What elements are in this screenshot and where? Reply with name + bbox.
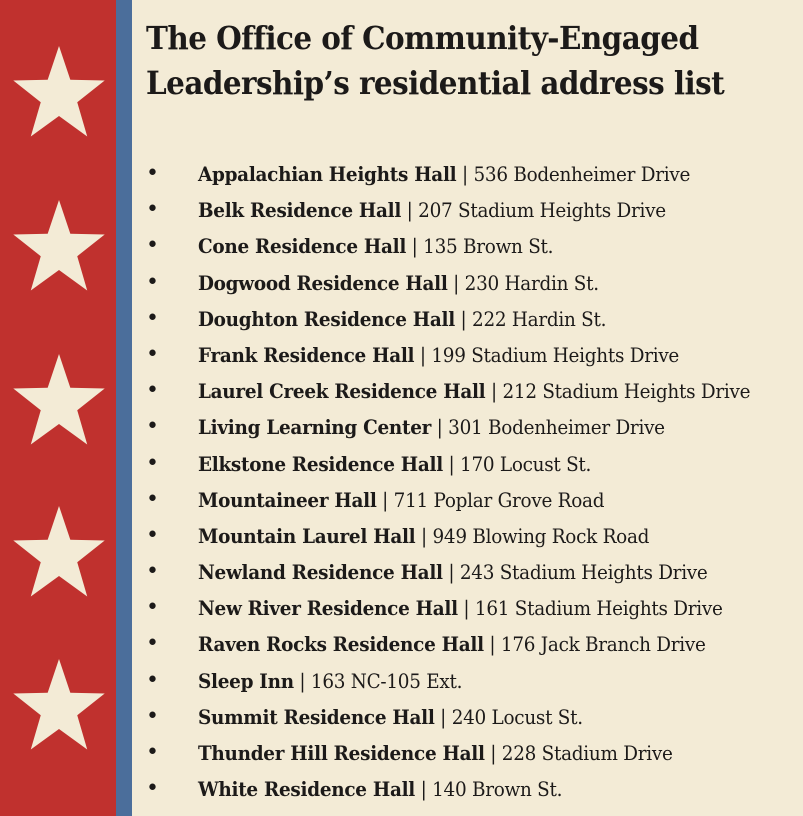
separator: |: [431, 415, 449, 440]
bullet-icon: •: [146, 667, 159, 693]
bullet-icon: •: [146, 450, 159, 476]
bullet-icon: •: [146, 305, 159, 331]
hall-name: Living Learning Center: [198, 415, 432, 440]
hall-address: 536 Bodenheimer Drive: [473, 162, 691, 186]
address-entry: [198, 663, 462, 699]
page-title: The Office of Community-Engaged Leadership’s residential address list: [146, 19, 725, 102]
star-icon: [11, 198, 107, 298]
star-icon: [11, 352, 107, 452]
separator: |: [447, 270, 465, 295]
bullet-icon: •: [146, 233, 159, 259]
bullet-icon: •: [146, 197, 159, 223]
hall-name: Frank Residence Hall: [198, 342, 415, 367]
address-entry: [198, 228, 553, 264]
address-entry: [198, 192, 666, 228]
bullet-icon: •: [146, 740, 159, 765]
hall-address: 207 Stadium Heights Drive: [418, 198, 666, 223]
hall-address: 243 Stadium Heights Drive: [459, 560, 708, 585]
bullet-icon: •: [146, 414, 159, 440]
hall-address: 212 Stadium Heights Drive: [502, 379, 751, 404]
hall-name: Cone Residence Hall: [198, 234, 407, 259]
hall-name: Summit Residence Hall: [198, 704, 435, 729]
hall-name: Sleep Inn: [198, 668, 294, 693]
address-entry: [198, 590, 723, 626]
star-icon: [11, 657, 107, 757]
separator: |: [442, 560, 460, 585]
separator: |: [442, 451, 461, 476]
address-entry: [198, 337, 679, 373]
hall-name: New River Residence Hall: [198, 596, 458, 621]
hall-name: Newland Residence Hall: [198, 560, 443, 585]
hall-name: Laurel Creek Residence Hall: [198, 379, 486, 404]
hall-address: 163 NC-105 Ext.: [310, 668, 463, 693]
separator: |: [414, 342, 432, 367]
hall-address: 176 Jack Branch Drive: [500, 632, 706, 657]
address-entry: [198, 301, 606, 337]
bullet-icon: •: [146, 486, 159, 512]
address-entry: [198, 156, 690, 192]
hall-address: 228 Stadium Drive: [501, 741, 673, 765]
address-entry: [198, 373, 750, 409]
hall-name: Doughton Residence Hall: [198, 306, 455, 331]
bullet-icon: •: [146, 269, 159, 295]
separator: |: [415, 777, 433, 802]
bullet-icon: •: [146, 595, 159, 621]
hall-address: 230 Hardin St.: [464, 270, 599, 295]
hall-name: Dogwood Residence Hall: [198, 270, 448, 295]
separator: |: [434, 704, 452, 729]
hall-address: 301 Bodenheimer Drive: [448, 415, 665, 440]
star-icon: [11, 44, 107, 144]
hall-address: 170 Locust St.: [460, 451, 592, 476]
hall-name: Belk Residence Hall: [198, 198, 402, 223]
address-entry: [198, 771, 562, 807]
hall-address: 222 Hardin St.: [472, 306, 607, 331]
hall-address: 161 Stadium Heights Drive: [474, 596, 723, 621]
hall-address: 140 Brown St.: [432, 777, 563, 802]
star-icon: [11, 504, 107, 604]
hall-name: Raven Rocks Residence Hall: [198, 632, 484, 657]
bullet-icon: •: [146, 703, 159, 729]
address-entry: [198, 446, 591, 482]
hall-address: 135 Brown St.: [423, 234, 554, 259]
hall-name: Appalachian Heights Hall: [198, 162, 457, 186]
separator: |: [485, 379, 503, 404]
separator: |: [401, 198, 419, 223]
bullet-icon: •: [146, 776, 159, 802]
hall-name: Thunder Hill Residence Hall: [198, 741, 485, 765]
bullet-icon: •: [146, 161, 159, 186]
separator: |: [484, 741, 502, 765]
address-entry: [198, 554, 708, 590]
address-entry: [198, 699, 583, 735]
hall-address: 711 Poplar Grove Road: [393, 487, 605, 512]
bullet-icon: •: [146, 378, 159, 404]
separator: |: [293, 668, 311, 693]
address-entry: [198, 482, 604, 518]
bullet-icon: •: [146, 522, 159, 548]
bullet-icon: •: [146, 559, 159, 585]
bullet-icon: •: [146, 631, 159, 657]
bullet-icon: •: [146, 341, 159, 367]
separator: |: [415, 523, 433, 548]
hall-name: White Residence Hall: [198, 777, 416, 802]
hall-name: Mountaineer Hall: [198, 487, 377, 512]
separator: |: [454, 306, 473, 331]
separator: |: [483, 632, 501, 657]
blue-stripe: [116, 0, 132, 816]
address-entry: [198, 265, 599, 301]
separator: |: [406, 234, 424, 259]
hall-name: Elkstone Residence Hall: [198, 451, 443, 476]
address-entry: [198, 735, 673, 771]
separator: |: [457, 596, 475, 621]
address-entry: [198, 409, 665, 445]
separator: |: [376, 487, 394, 512]
hall-address: 949 Blowing Rock Road: [432, 523, 650, 548]
address-entry: [198, 518, 649, 554]
hall-name: Mountain Laurel Hall: [198, 523, 416, 548]
hall-address: 240 Locust St.: [451, 704, 583, 729]
separator: |: [456, 162, 474, 186]
hall-address: 199 Stadium Heights Drive: [431, 342, 680, 367]
address-entry: [198, 626, 706, 662]
